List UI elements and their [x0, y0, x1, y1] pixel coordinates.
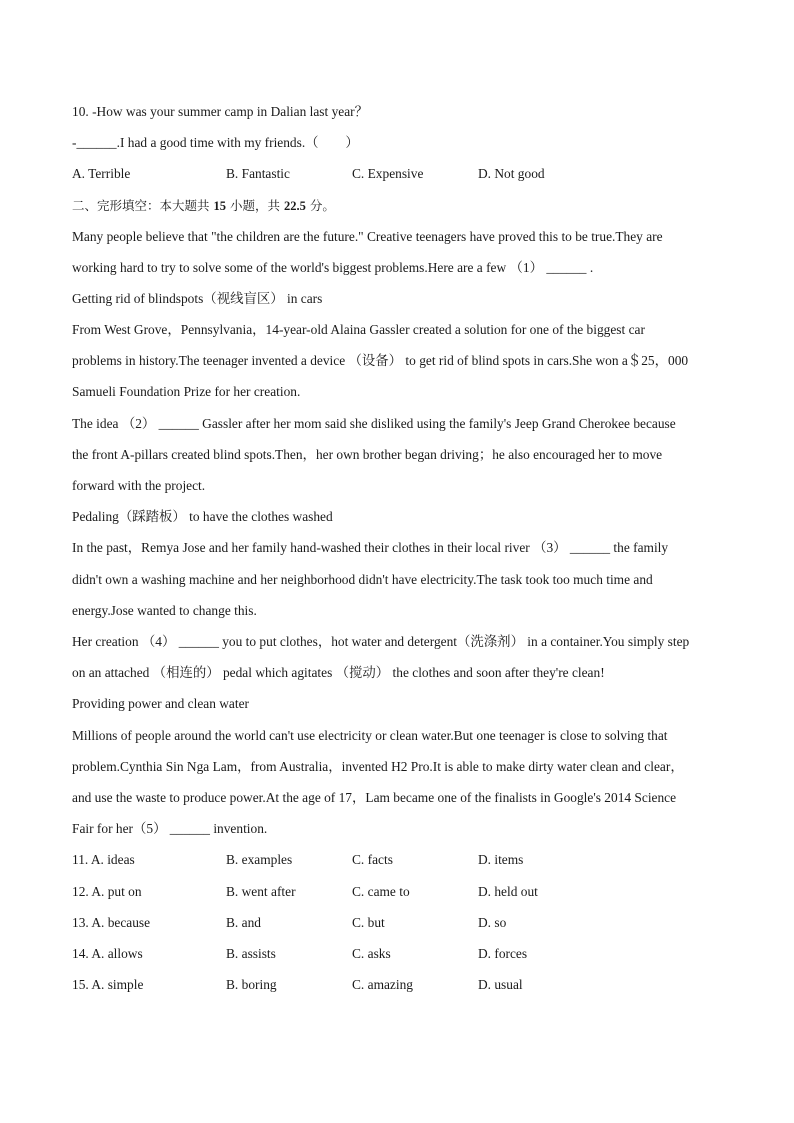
q15-option-b: B. boring [226, 977, 277, 992]
passage-line: on an attached （相连的） pedal which agitates （搅动） the clothes and soon after they're clean! [72, 665, 605, 680]
q10-option-c: C. Expensive [352, 166, 424, 181]
section-2-score: 22.5 [283, 199, 306, 213]
q15-option-a: 15. A. simple [72, 977, 144, 992]
section-2-title-part1: 二、完形填空：本大题共 [72, 198, 210, 213]
q12-option-d: D. held out [478, 884, 538, 899]
q13-option-c: C. but [352, 915, 385, 930]
passage-line: The idea （2） ______ Gassler after her mom said she disliked using the family's Jeep Grand Cherokee because [72, 416, 676, 431]
q12-option-b: B. went after [226, 884, 296, 899]
passage-line: didn't own a washing machine and her neighborhood didn't have electricity.The task took too much time and [72, 572, 653, 587]
q11-option-a: 11. A. ideas [72, 852, 135, 867]
passage-line: Samueli Foundation Prize for her creation. [72, 384, 301, 399]
q13-option-a: 13. A. because [72, 915, 151, 930]
passage-line: problems in history.The teenager invented a device （设备） to get rid of blind spots in cars.She won a＄25，000 [72, 353, 689, 368]
q10-option-a: A. Terrible [72, 166, 131, 181]
q13-option-d: D. so [478, 915, 507, 930]
q11-option-d: D. items [478, 852, 524, 867]
passage-line: Millions of people around the world can't use electricity or clean water.But one teenager is close to solving that [72, 728, 668, 743]
section-2-title-part2: 小题，共 [229, 198, 280, 213]
passage-line: and use the waste to produce power.At the age of 17，Lam became one of the finalists in Google's 2014 Science [72, 790, 677, 805]
passage-line: From West Grove，Pennsylvania，14-year-old Alaina Gassler created a solution for one of the biggest car [72, 322, 645, 337]
q10-option-b: B. Fantastic [226, 166, 290, 181]
q10-stem: 10. -How was your summer camp in Dalian last year？ [72, 104, 369, 119]
passage-subheading: Pedaling（踩踏板） to have the clothes washed [72, 509, 333, 524]
passage-line: Her creation （4） ______ you to put clothes，hot water and detergent（洗涤剂） in a container.You simply step [72, 634, 690, 649]
q15-option-c: C. amazing [352, 977, 413, 992]
q14-option-d: D. forces [478, 946, 528, 961]
q13-option-b: B. and [226, 915, 261, 930]
q11-option-b: B. examples [226, 852, 293, 867]
section-2-count: 15 [213, 199, 226, 213]
q14-option-b: B. assists [226, 946, 276, 961]
passage-subheading: Providing power and clean water [72, 696, 249, 711]
q11-option-c: C. facts [352, 852, 393, 867]
passage-line: Many people believe that "the children are the future." Creative teenagers have proved this to be true.They are [72, 229, 663, 244]
passage-line: Fair for her（5） ______ invention. [72, 821, 268, 836]
passage-line: working hard to try to solve some of the world's biggest problems.Here are a few （1） ______ . [72, 260, 594, 275]
passage-subheading: Getting rid of blindspots（视线盲区） in cars [72, 291, 323, 306]
passage-line: energy.Jose wanted to change this. [72, 603, 257, 618]
q14-option-a: 14. A. allows [72, 946, 143, 961]
section-2-title-part3: 分。 [309, 198, 335, 213]
q12-option-a: 12. A. put on [72, 884, 142, 899]
passage-line: problem.Cynthia Sin Nga Lam，from Australia，invented H2 Pro.It is able to make dirty water clean and clear， [72, 759, 684, 774]
q15-option-d: D. usual [478, 977, 523, 992]
passage-line: In the past，Remya Jose and her family hand-washed their clothes in their local river （3） ______ the family [72, 540, 669, 555]
passage-line: forward with the project. [72, 478, 206, 493]
q10-option-d: D. Not good [478, 166, 545, 181]
section-2-title [72, 197, 732, 215]
q14-option-c: C. asks [352, 946, 391, 961]
q12-option-c: C. came to [352, 884, 410, 899]
q10-reply: -______.I had a good time with my friends.（ ） [72, 135, 359, 150]
passage-line: the front A-pillars created blind spots.Then，her own brother began driving；he also encouraged her to move [72, 447, 663, 462]
